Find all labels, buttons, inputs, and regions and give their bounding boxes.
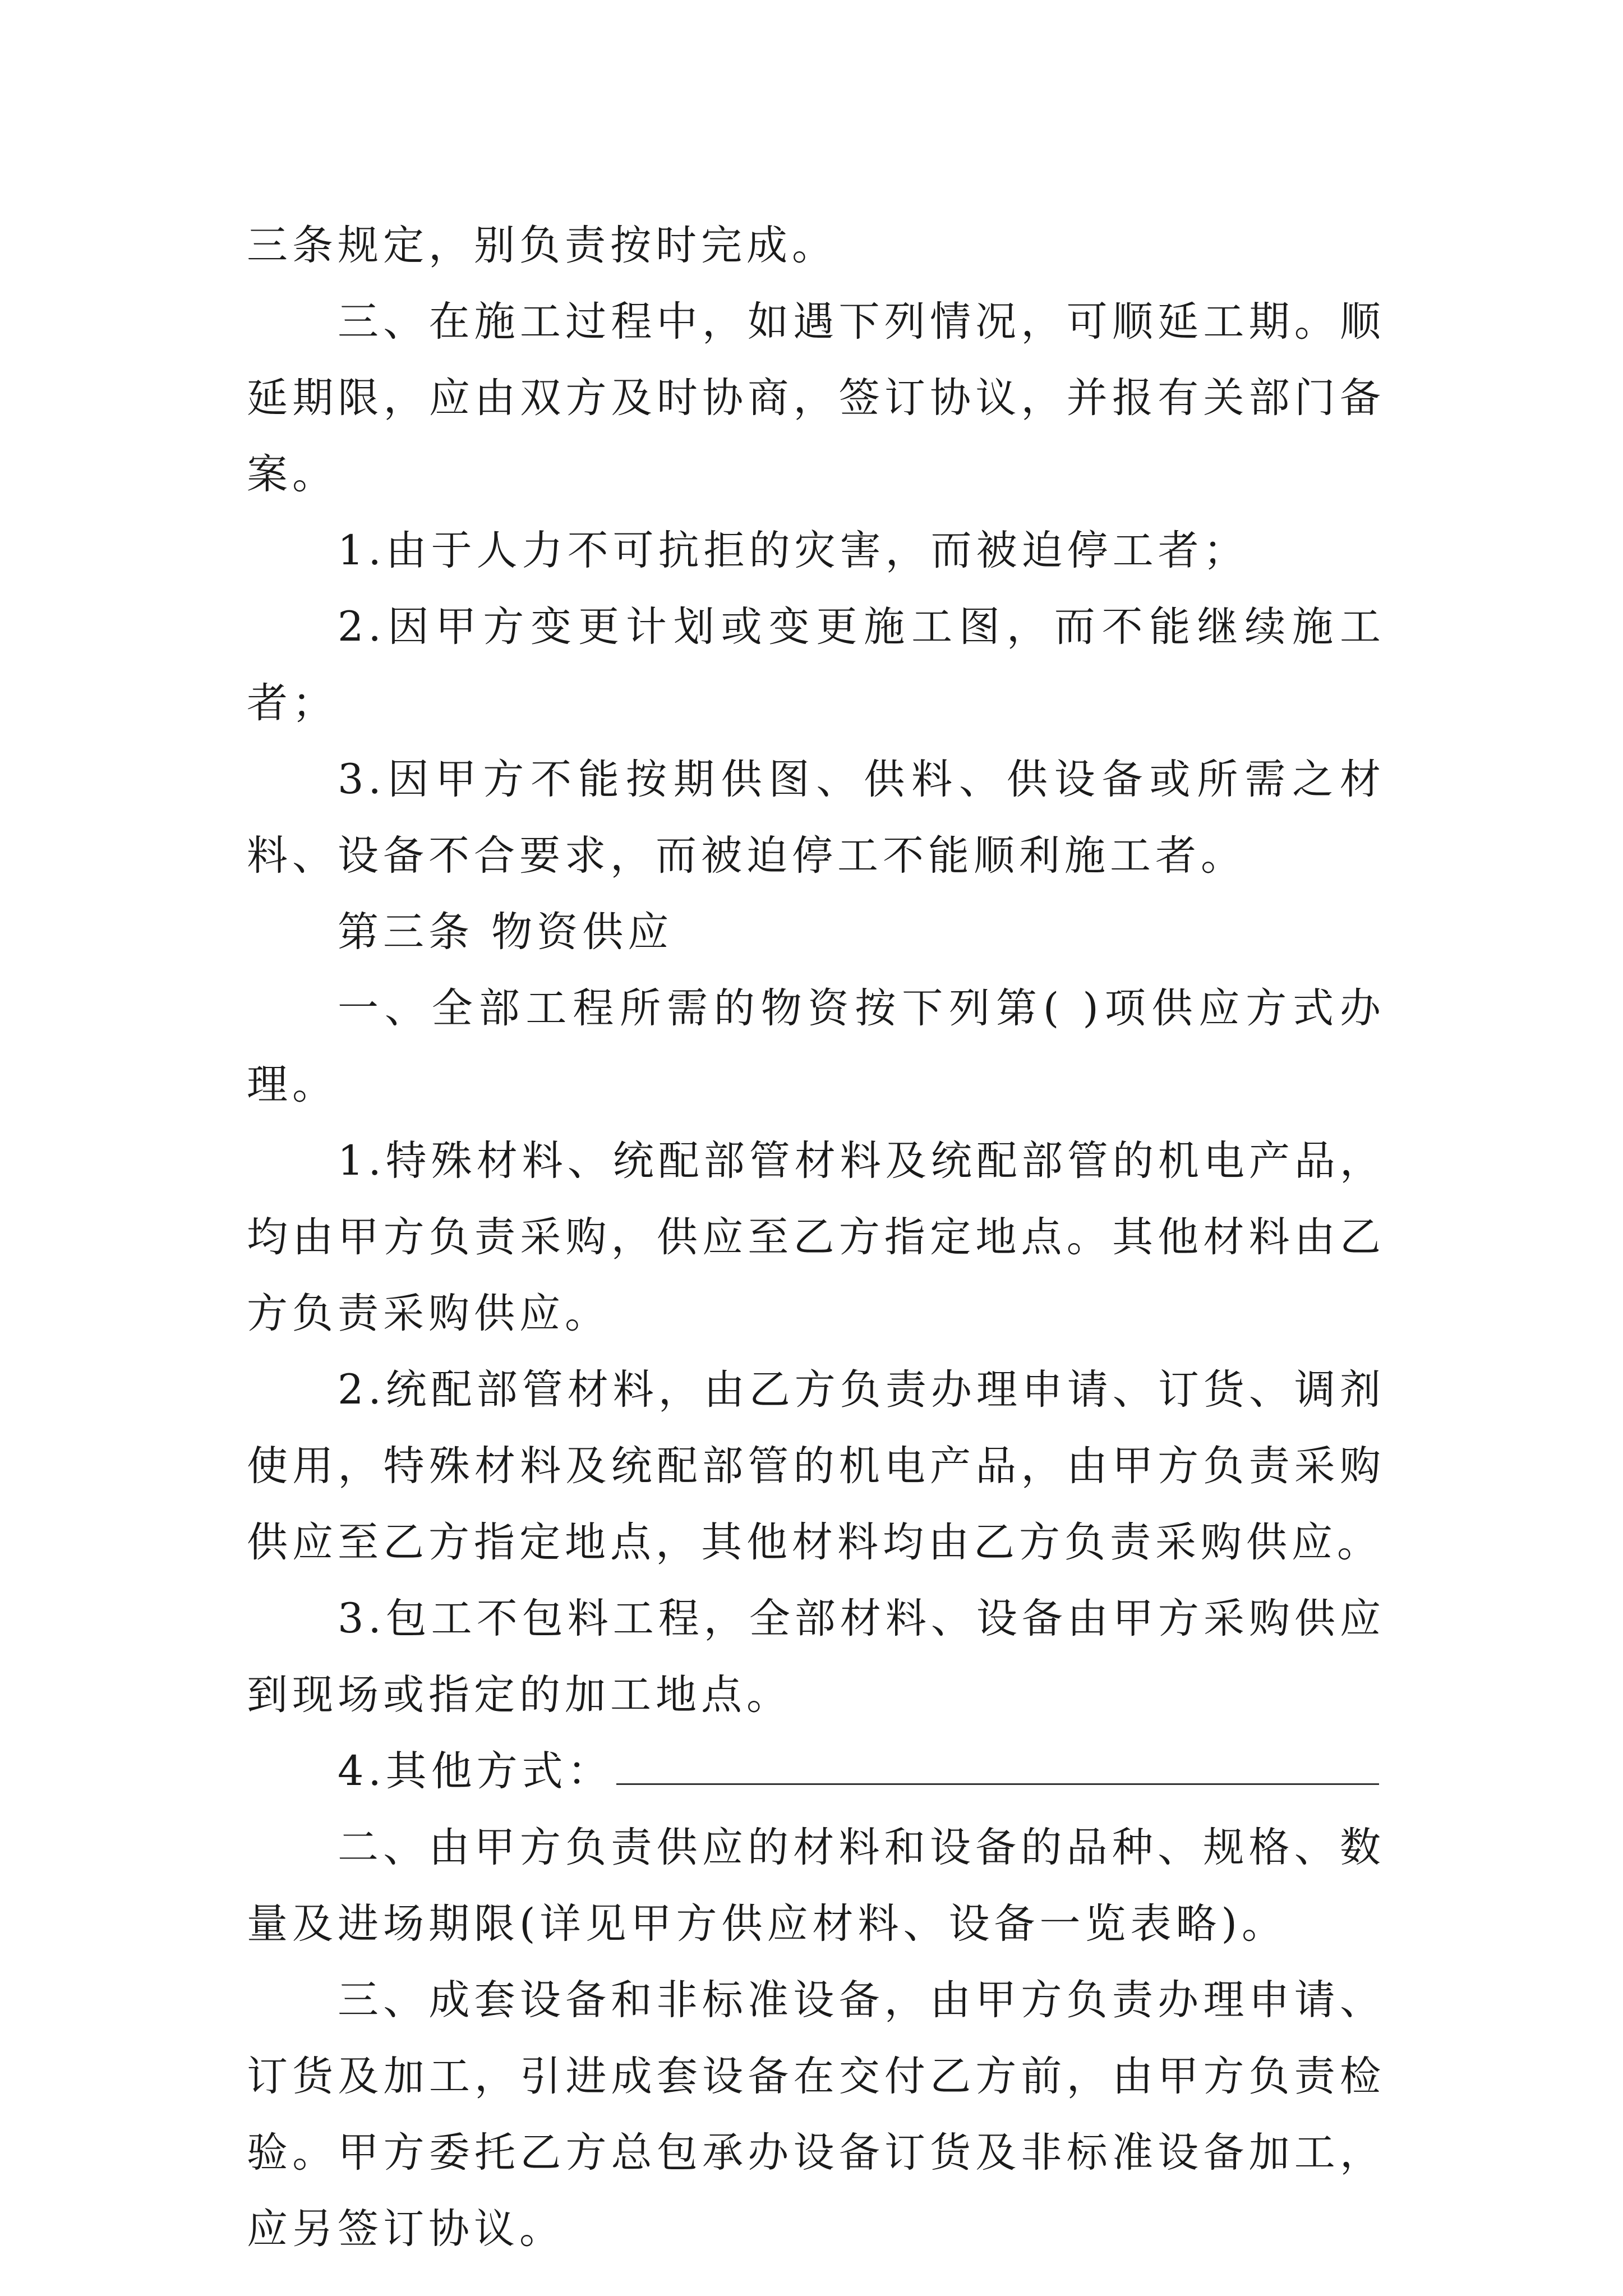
paragraph-continuation: 三条规定，别负责按时完成。	[247, 222, 837, 269]
document-body	[247, 208, 1385, 2267]
paragraph-supply-option-3: 3.包工不包料工程，全部材料、设备由甲方采购供应到现场或指定的加工地点。	[247, 1595, 1385, 1719]
paragraph-party-a-supply: 二、由甲方负责供应的材料和设备的品种、规格、数量及进场期限(详见甲方供应材料、设备一览表略)。	[247, 1824, 1385, 1948]
other-method-label: 4.其他方式：	[338, 1747, 613, 1795]
paragraph-supply-option-4	[247, 1733, 1385, 1810]
paragraph-item-1: 1.由于人力不可抗拒的灾害，而被迫停工者；	[338, 527, 1249, 574]
section-heading-article-3: 第三条 物资供应	[338, 908, 674, 956]
paragraph-supply-method: 一、全部工程所需的物资按下列第( )项供应方式办理。	[247, 984, 1385, 1108]
paragraph-supply-option-1: 1.特殊材料、统配部管材料及统配部管的机电产品，均由甲方负责采购，供应至乙方指定地点。其他材料由乙方负责采购供应。	[247, 1137, 1385, 1337]
paragraph-supply-option-2: 2.统配部管材料，由乙方负责办理申请、订货、调剂使用，特殊材料及统配部管的机电产品，由甲方负责采购供应至乙方指定地点，其他材料均由乙方负责采购供应。	[247, 1366, 1385, 1566]
fill-in-blank-line	[616, 1781, 1379, 1785]
paragraph-item-3: 3.因甲方不能按期供图、供料、供设备或所需之材料、设备不合要求，而被迫停工不能顺利施工者。	[247, 756, 1385, 880]
paragraph-clause-3: 三、在施工过程中，如遇下列情况，可顺延工期。顺延期限，应由双方及时协商，签订协议，并报有关部门备案。	[247, 298, 1385, 498]
paragraph-item-2: 2.因甲方变更计划或变更施工图，而不能继续施工者；	[247, 603, 1385, 727]
paragraph-complete-equipment: 三、成套设备和非标准设备，由甲方负责办理申请、订货及加工，引进成套设备在交付乙方前，由甲方负责检验。甲方委托乙方总包承办设备订货及非标准设备加工，应另签订协议。	[247, 1976, 1385, 2253]
